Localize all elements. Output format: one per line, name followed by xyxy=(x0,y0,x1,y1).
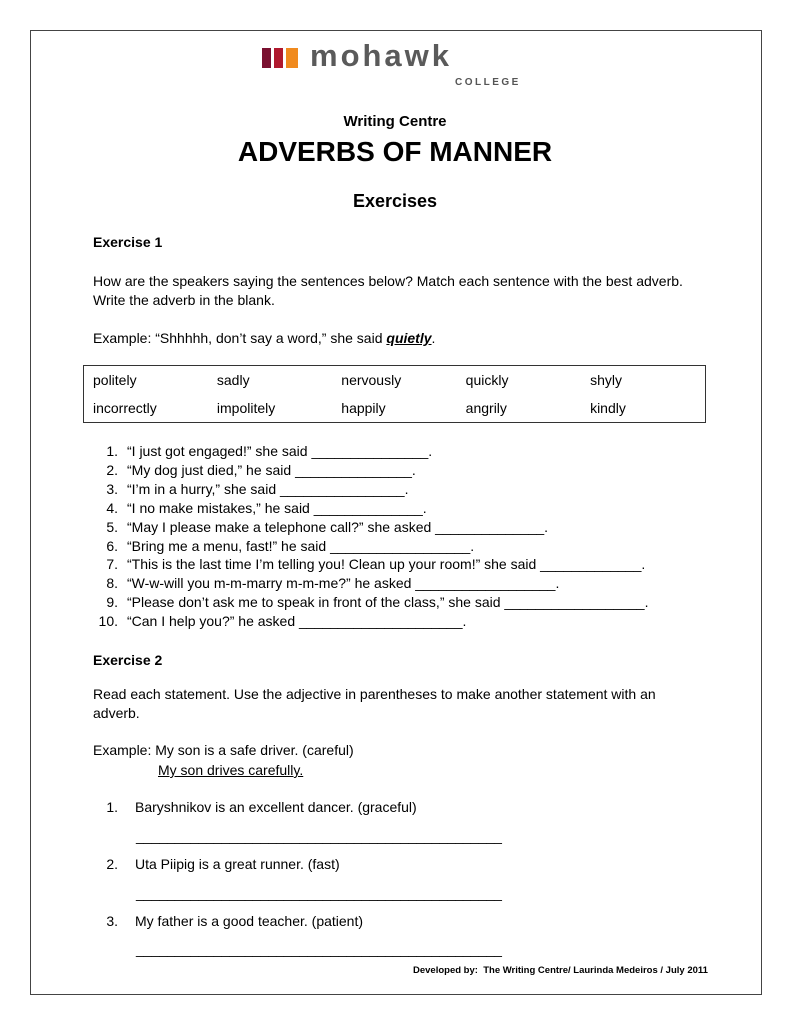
exercise2-heading: Exercise 2 xyxy=(93,652,163,668)
word-cell: impolitely xyxy=(216,400,276,416)
item-number: 2. xyxy=(106,461,118,478)
example-period: . xyxy=(431,330,436,346)
item-text: “Can I help you?” he asked _____________________. xyxy=(127,613,467,630)
logo-college: COLLEGE xyxy=(455,77,521,88)
exercise1-instruction: How are the speakers saying the sentences below? Match each sentence with the best adverb. xyxy=(93,273,683,289)
word-cell: kindly xyxy=(590,400,626,416)
mohawk-college-logo xyxy=(262,38,532,94)
answer-blank[interactable]: _______________________________________________ xyxy=(136,828,502,844)
item-text: Uta Piipig is a great runner. (fast) xyxy=(135,856,340,872)
list-item xyxy=(93,574,648,593)
exercise1-instruction-2: Write the adverb in the blank. xyxy=(93,292,275,308)
page-title: ADVERBS OF MANNER xyxy=(237,136,553,167)
list-item xyxy=(93,555,648,574)
item-number: 1. xyxy=(106,799,118,815)
list-item xyxy=(93,612,648,631)
footer-credit: Developed by: The Writing Centre/ Laurinda Medeiros / July 2011 xyxy=(413,965,708,976)
word-bank-table xyxy=(83,365,706,423)
exercise1-example xyxy=(93,329,435,348)
item-number: 2. xyxy=(106,856,118,872)
item-text: “W-w-will you m-m-marry m-m-me?” he asked __________________. xyxy=(127,575,560,592)
item-text: “May I please make a telephone call?” she asked ______________. xyxy=(127,518,549,535)
exercise2-instruction: Read each statement. Use the adjective in parentheses to make another statement with an xyxy=(93,686,656,702)
item-number: 3. xyxy=(106,480,118,497)
word-cell: quickly xyxy=(465,372,509,388)
item-text: “My dog just died,” he said _______________. xyxy=(127,461,416,478)
item-number: 8. xyxy=(106,575,118,592)
example-answer: quietly xyxy=(386,330,432,346)
exercise2-example: Example: My son is a safe driver. (careful) xyxy=(93,742,354,758)
item-text: Baryshnikov is an excellent dancer. (graceful) xyxy=(135,799,417,815)
exercise2-instruction-2: adverb. xyxy=(93,705,140,721)
table-row xyxy=(84,394,706,423)
example-text: Example: “Shhhhh, don’t say a word,” she said xyxy=(93,330,387,346)
item-number: 1. xyxy=(106,443,118,459)
logo-wordmark: mohawk xyxy=(310,38,453,73)
exercise2-item xyxy=(93,912,363,931)
item-text: “I’m in a hurry,” she said ________________. xyxy=(127,480,409,497)
exercise2-item xyxy=(93,798,417,817)
word-cell: happily xyxy=(341,400,386,416)
list-item xyxy=(93,499,648,518)
word-cell: incorrectly xyxy=(93,400,157,416)
item-text: My father is a good teacher. (patient) xyxy=(135,913,364,929)
item-text: “I no make mistakes,” he said ______________. xyxy=(127,499,427,516)
list-item xyxy=(93,537,648,556)
exercise2-example-answer: My son drives carefully. xyxy=(158,762,304,778)
word-cell: angrily xyxy=(465,400,507,416)
list-item xyxy=(93,442,648,461)
list-item xyxy=(93,593,648,612)
exercise2-item xyxy=(93,855,340,874)
word-cell: politely xyxy=(93,372,137,388)
item-number: 4. xyxy=(106,499,118,516)
exercise1-heading: Exercise 1 xyxy=(93,234,163,250)
word-cell: sadly xyxy=(216,372,250,388)
item-number: 10. xyxy=(98,613,118,630)
item-number: 3. xyxy=(106,913,118,929)
item-number: 6. xyxy=(106,537,118,554)
answer-blank[interactable]: _______________________________________________ xyxy=(136,941,502,957)
word-cell: nervously xyxy=(341,372,402,388)
item-text: “Bring me a menu, fast!” he said __________________. xyxy=(127,537,475,554)
item-number: 5. xyxy=(106,518,118,535)
item-text: “I just got engaged!” she said _______________. xyxy=(127,443,433,459)
exercise1-list xyxy=(93,442,648,631)
list-item xyxy=(93,518,648,537)
item-text: “This is the last time I’m telling you! Clean up your room!” she said _____________. xyxy=(127,556,646,573)
answer-blank[interactable]: _______________________________________________ xyxy=(136,885,502,901)
list-item xyxy=(93,461,648,480)
table-row xyxy=(84,366,706,395)
item-number: 9. xyxy=(106,594,118,611)
subtitle: Exercises xyxy=(352,191,438,211)
department: Writing Centre xyxy=(343,113,447,130)
word-cell: shyly xyxy=(590,372,622,388)
list-item xyxy=(93,480,648,499)
item-text: “Please don’t ask me to speak in front of the class,” she said __________________. xyxy=(127,594,649,611)
item-number: 7. xyxy=(106,556,118,573)
